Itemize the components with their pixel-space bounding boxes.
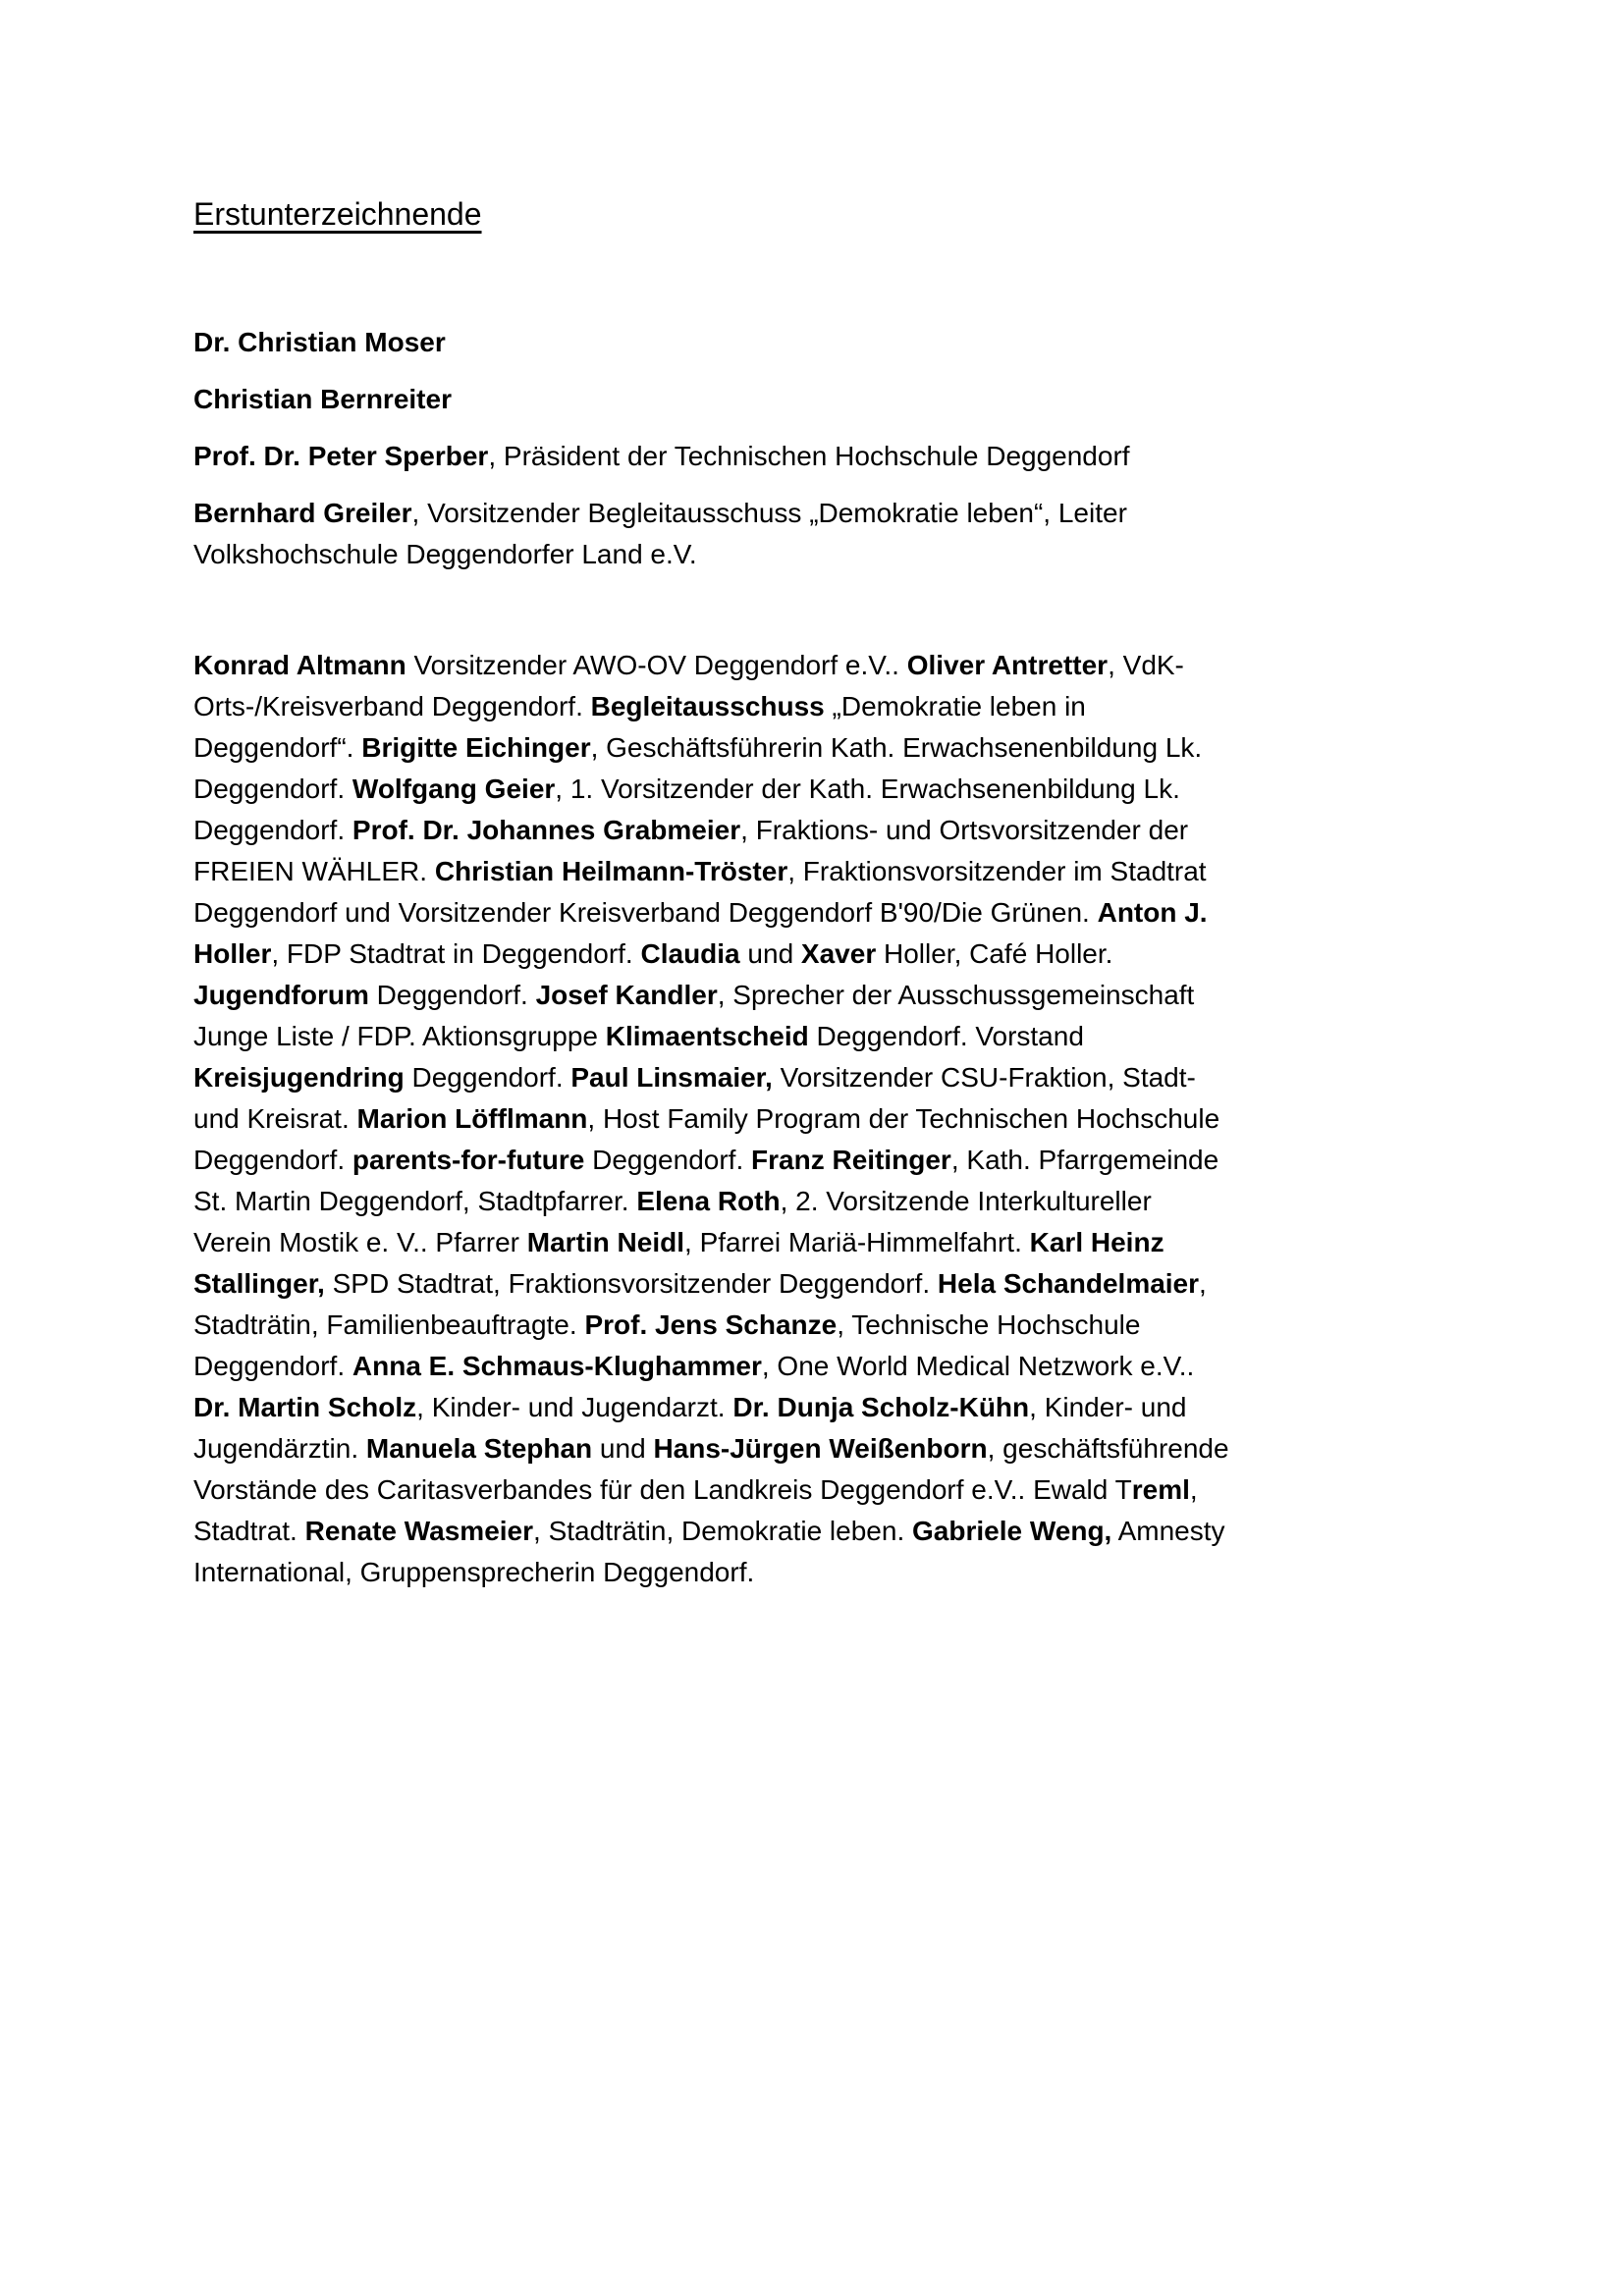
- signer-description: , Geschäftsführerin Kath. Erwachsenenbildung Lk.: [590, 732, 1203, 763]
- signer-name: Josef Kandler: [535, 980, 718, 1010]
- signer-description: , Pfarrei Mariä-Himmelfahrt.: [684, 1227, 1030, 1257]
- signer-description: Holler, Café Holler.: [876, 938, 1113, 969]
- signer-description: Deggendorf. Vorstand: [808, 1021, 1084, 1051]
- signer-name: Anna E. Schmaus-Klughammer: [352, 1351, 762, 1381]
- signer-name: Xaver: [800, 938, 877, 969]
- signer-description: , Kath. Pfarrgemeinde: [950, 1145, 1219, 1175]
- text-line: [193, 1346, 1470, 1387]
- signer-description: , Präsident der Technischen Hochschule Deggendorf: [488, 441, 1130, 471]
- signer-description: ,: [1189, 1474, 1198, 1505]
- signer-description: , geschäftsführende: [987, 1433, 1229, 1464]
- signer-name: Gabriele Weng,: [912, 1516, 1112, 1546]
- signer-description: und: [739, 938, 801, 969]
- signer-entry: [193, 379, 1470, 420]
- signer-name: Jugendforum: [193, 980, 369, 1010]
- signer-description: Amnesty: [1111, 1516, 1225, 1546]
- text-line: [193, 1387, 1470, 1428]
- signer-name: reml: [1131, 1474, 1190, 1505]
- text-line: [193, 1305, 1470, 1346]
- signer-name: Claudia: [640, 938, 740, 969]
- signer-name: Hans-Jürgen Weißenborn: [653, 1433, 988, 1464]
- signer-description: , Fraktions- und Ortsvorsitzender der: [740, 815, 1189, 845]
- signer-description: , Kinder- und: [1029, 1392, 1187, 1422]
- text-line: [193, 436, 1470, 477]
- signer-description: und: [592, 1433, 654, 1464]
- signer-entry: [193, 436, 1470, 477]
- signer-name: Elena Roth: [636, 1186, 781, 1216]
- signer-name: Anton J.: [1097, 897, 1208, 928]
- text-line: [193, 493, 1470, 534]
- signer-name: Martin Neidl: [526, 1227, 685, 1257]
- signer-description: , Technische Hochschule: [837, 1309, 1141, 1340]
- signer-description: , Fraktionsvorsitzender im Stadtrat: [787, 856, 1207, 886]
- signer-description: , Kinder- und Jugendarzt.: [416, 1392, 733, 1422]
- signer-name: Dr. Dunja Scholz-Kühn: [732, 1392, 1030, 1422]
- text-line: [193, 534, 1470, 575]
- text-line: [193, 1469, 1470, 1511]
- signer-description: Jugendärztin.: [193, 1433, 366, 1464]
- signer-description: , Sprecher der Ausschussgemeinschaft: [717, 980, 1195, 1010]
- signer-entry: [193, 322, 1470, 363]
- signer-name: Christian Bernreiter: [193, 384, 452, 414]
- signer-name: Stallinger,: [193, 1268, 325, 1299]
- text-line: [193, 975, 1470, 1016]
- signer-description: FREIEN WÄHLER.: [193, 856, 435, 886]
- signer-description: Verein Mostik e. V.. Pfarrer: [193, 1227, 527, 1257]
- signer-description: Vorstände des Caritasverbandes für den Landkreis Deggendorf e.V.. Ewald T: [193, 1474, 1132, 1505]
- signer-name: Hela Schandelmaier: [937, 1268, 1200, 1299]
- text-line: [193, 851, 1470, 892]
- signer-description: Stadträtin, Familienbeauftragte.: [193, 1309, 585, 1340]
- text-line: [193, 892, 1470, 934]
- text-line: [193, 727, 1470, 769]
- page-title: Erstunterzeichnende: [193, 196, 482, 232]
- signer-name: Oliver Antretter: [906, 650, 1109, 680]
- signer-description: International, Gruppensprecherin Deggendorf.: [193, 1557, 755, 1587]
- signer-description: , Vorsitzender Begleitausschuss „Demokratie leben“, Leiter: [411, 498, 1127, 528]
- signer-description: , Host Family Program der Technischen Hochschule: [587, 1103, 1220, 1134]
- text-line: [193, 686, 1470, 727]
- signer-name: Begleitausschuss: [590, 691, 825, 721]
- signer-name: Christian Heilmann-Tröster: [434, 856, 788, 886]
- signer-description: SPD Stadtrat, Fraktionsvorsitzender Deggendorf.: [324, 1268, 938, 1299]
- signer-description: und Kreisrat.: [193, 1103, 357, 1134]
- signer-name: Holler: [193, 938, 272, 969]
- text-line: [193, 379, 1470, 420]
- signer-description: , 2. Vorsitzende Interkultureller: [780, 1186, 1152, 1216]
- text-line: [193, 1016, 1470, 1057]
- signer-name: Paul Linsmaier,: [570, 1062, 773, 1093]
- primary-signers-list: [193, 322, 1470, 591]
- text-line: [193, 1511, 1470, 1552]
- signer-description: , VdK-: [1108, 650, 1184, 680]
- signer-description: Deggendorf.: [584, 1145, 752, 1175]
- text-line: [193, 1140, 1470, 1181]
- signer-name: Konrad Altmann: [193, 650, 406, 680]
- signer-name: Kreisjugendring: [193, 1062, 405, 1093]
- signer-name: Brigitte Eichinger: [361, 732, 591, 763]
- signer-name: Marion Löfflmann: [356, 1103, 588, 1134]
- signer-description: Deggendorf.: [193, 1351, 352, 1381]
- signer-description: , Stadträtin, Demokratie leben.: [533, 1516, 913, 1546]
- signer-description: Vorsitzender AWO-OV Deggendorf e.V..: [406, 650, 907, 680]
- signer-name: parents-for-future: [352, 1145, 585, 1175]
- signer-name: Bernhard Greiler: [193, 498, 412, 528]
- signer-name: Renate Wasmeier: [304, 1516, 534, 1546]
- text-line: [193, 645, 1470, 686]
- text-line: [193, 1057, 1470, 1098]
- text-line: [193, 810, 1470, 851]
- text-line: [193, 1222, 1470, 1263]
- signer-description: Deggendorf und Vorsitzender Kreisverband Deggendorf B'90/Die Grünen.: [193, 897, 1098, 928]
- signer-name: Franz Reitinger: [751, 1145, 951, 1175]
- text-line: [193, 934, 1470, 975]
- signer-name: Prof. Dr. Johannes Grabmeier: [352, 815, 741, 845]
- signer-description: , One World Medical Netzwork e.V..: [761, 1351, 1195, 1381]
- signer-description: Deggendorf.: [404, 1062, 571, 1093]
- signer-description: , 1. Vorsitzender der Kath. Erwachsenenbildung Lk.: [555, 774, 1180, 804]
- signer-name: Wolfgang Geier: [352, 774, 556, 804]
- text-line: [193, 1552, 1470, 1593]
- signer-description: St. Martin Deggendorf, Stadtpfarrer.: [193, 1186, 637, 1216]
- signer-name: Karl Heinz: [1029, 1227, 1164, 1257]
- signer-description: Deggendorf.: [193, 815, 352, 845]
- signer-description: Deggendorf“.: [193, 732, 362, 763]
- text-line: [193, 1098, 1470, 1140]
- signer-name: Prof. Jens Schanze: [584, 1309, 838, 1340]
- signer-entry: [193, 493, 1470, 575]
- signer-description: „Demokratie leben in: [824, 691, 1086, 721]
- text-line: [193, 1263, 1470, 1305]
- signer-description: ,: [1199, 1268, 1207, 1299]
- signer-name: Dr. Martin Scholz: [193, 1392, 417, 1422]
- signer-description: Deggendorf.: [368, 980, 536, 1010]
- signer-description: , FDP Stadtrat in Deggendorf.: [271, 938, 641, 969]
- signer-name: Prof. Dr. Peter Sperber: [193, 441, 489, 471]
- signer-description: Stadtrat.: [193, 1516, 305, 1546]
- signer-description: Vorsitzender CSU-Fraktion, Stadt-: [772, 1062, 1196, 1093]
- signer-name: Dr. Christian Moser: [193, 327, 446, 357]
- text-line: [193, 769, 1470, 810]
- text-line: [193, 1428, 1470, 1469]
- text-line: [193, 322, 1470, 363]
- signer-description: Junge Liste / FDP. Aktionsgruppe: [193, 1021, 606, 1051]
- signer-description: Volkshochschule Deggendorfer Land e.V.: [193, 539, 697, 569]
- signer-description: Deggendorf.: [193, 1145, 352, 1175]
- signer-description: Orts-/Kreisverband Deggendorf.: [193, 691, 591, 721]
- text-line: [193, 1181, 1470, 1222]
- signer-description: Deggendorf.: [193, 774, 352, 804]
- signer-name: Manuela Stephan: [365, 1433, 593, 1464]
- further-signers-paragraph: [193, 645, 1470, 1593]
- signer-name: Klimaentscheid: [605, 1021, 809, 1051]
